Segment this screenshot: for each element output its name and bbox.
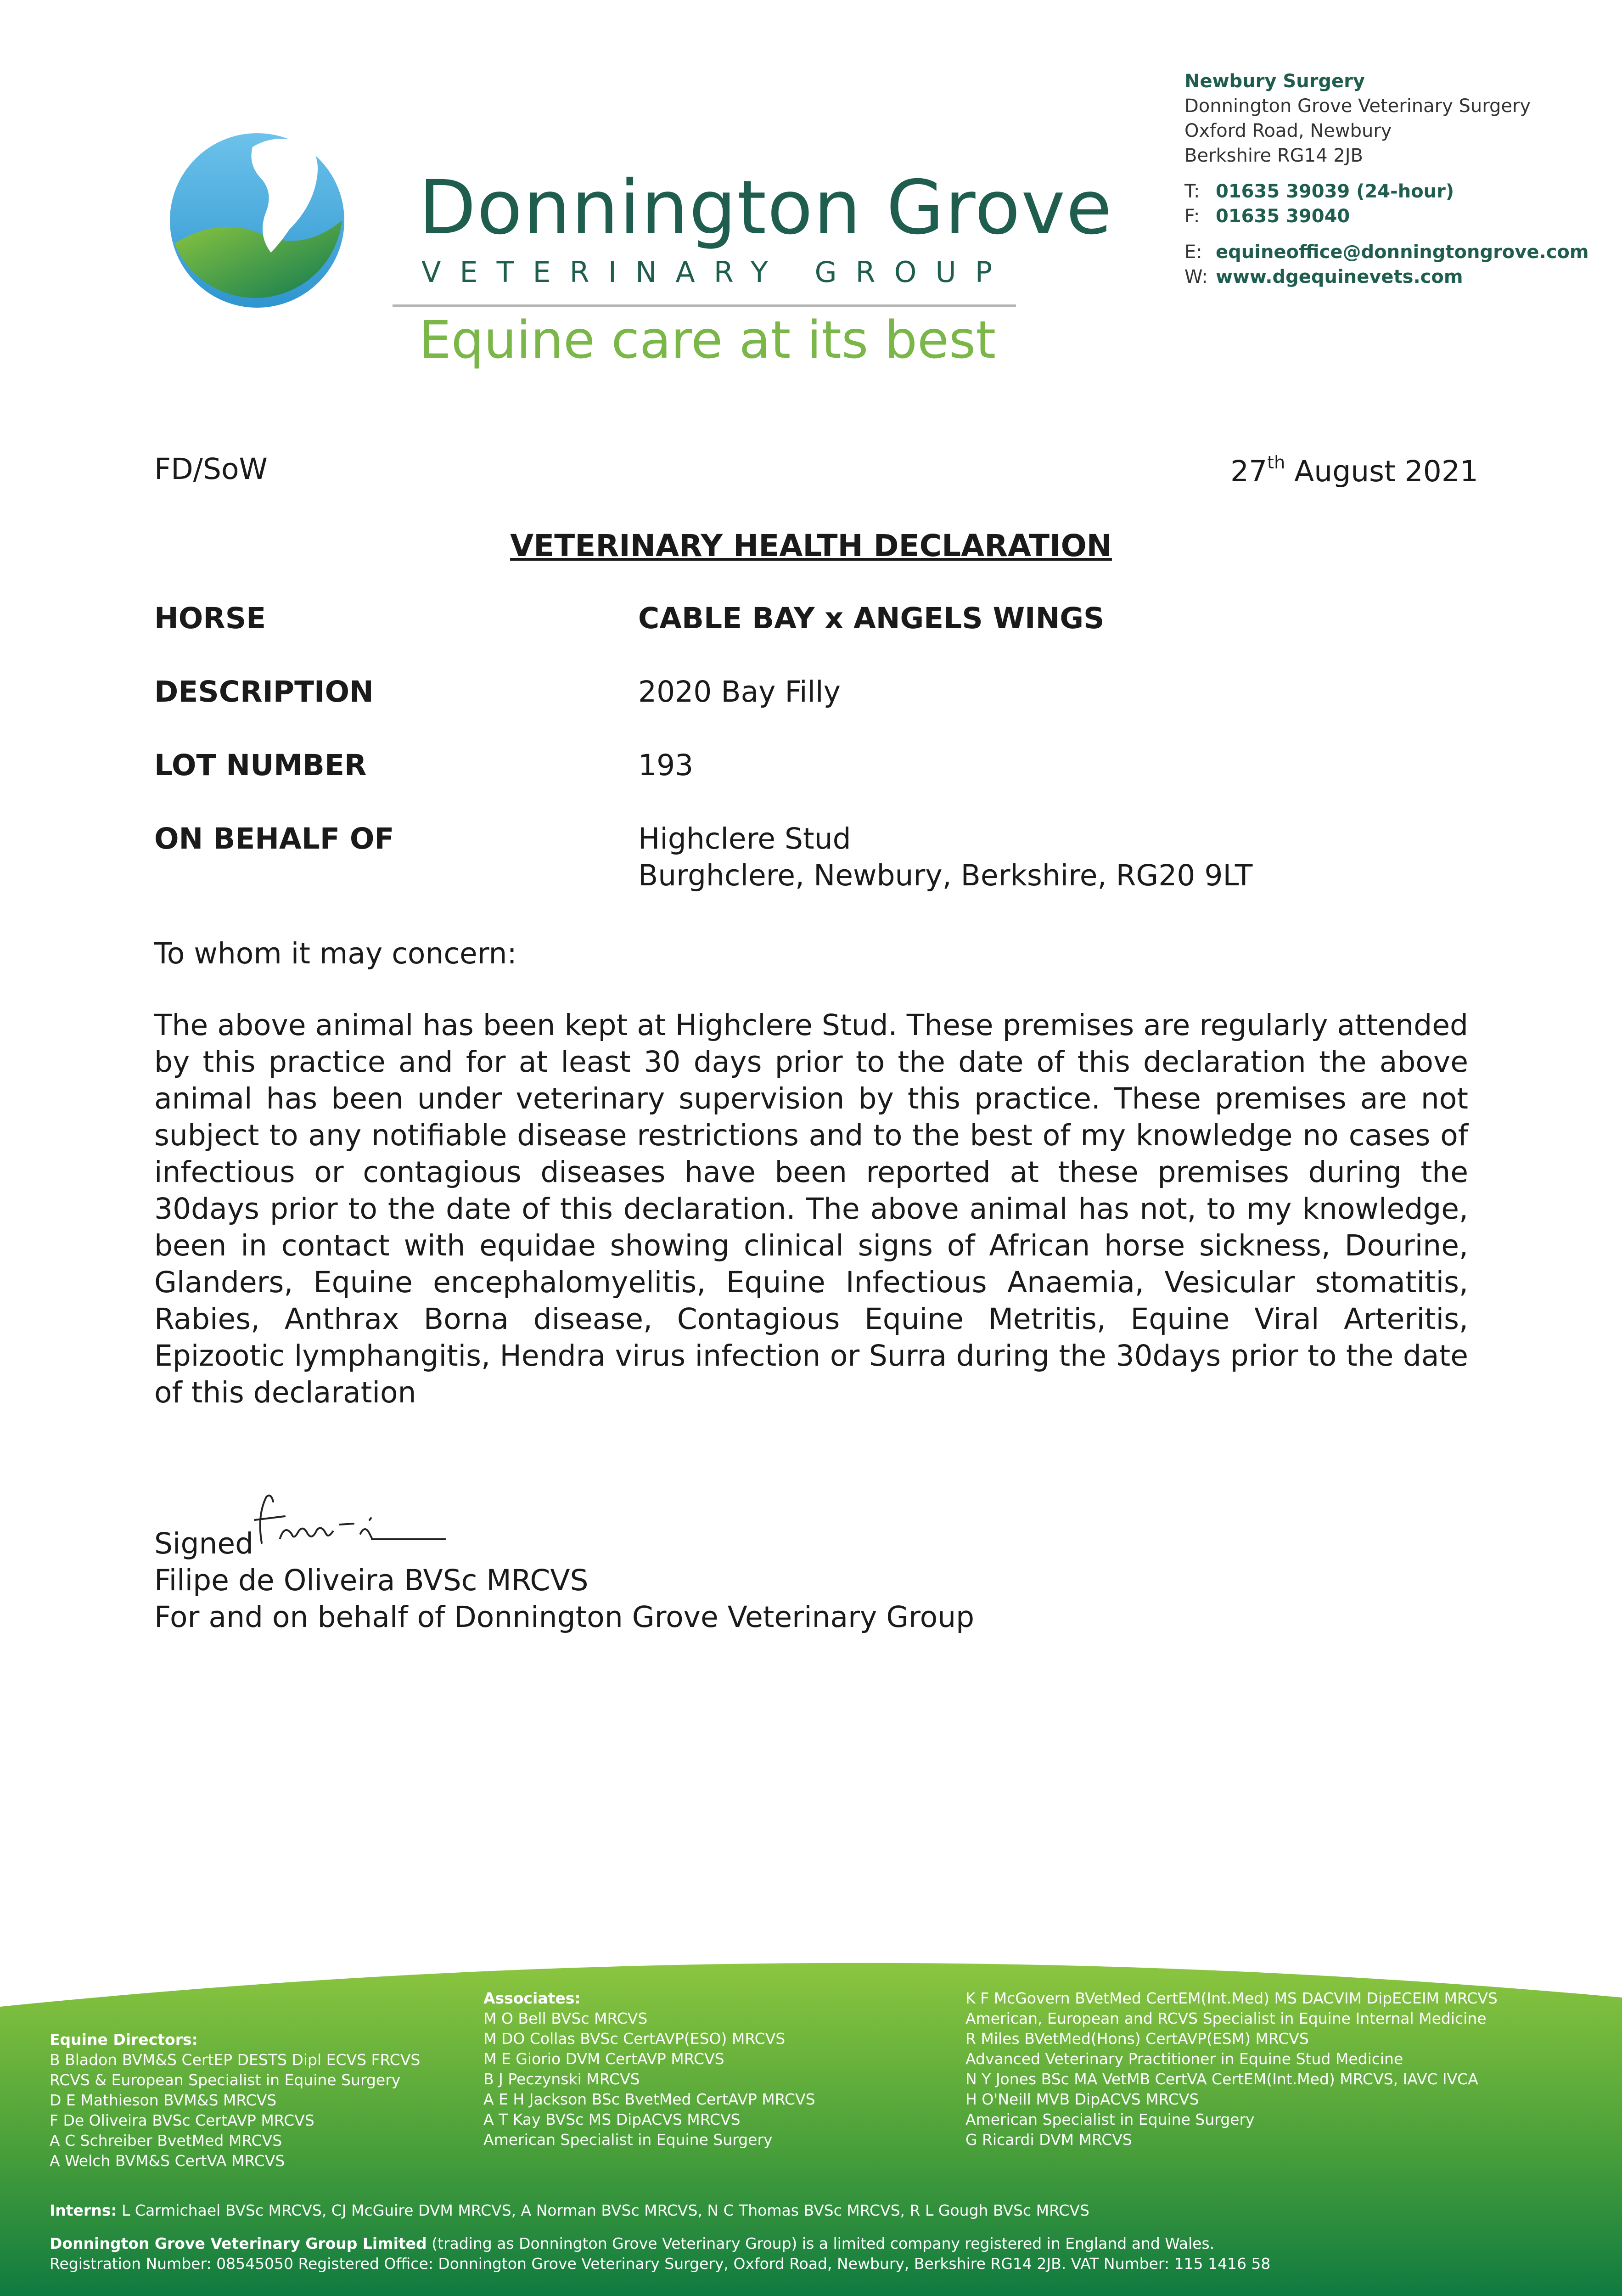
director-line: D E Mathieson BVM&S MRCVS xyxy=(50,2091,277,2109)
associate-line: A E H Jackson BSc BvetMed CertAVP MRCVS xyxy=(483,2090,815,2108)
associate-line: B J Peczynski MRCVS xyxy=(483,2070,640,2088)
brand-divider xyxy=(393,304,1016,307)
associate-line: American Specialist in Equine Surgery xyxy=(965,2110,1255,2128)
address-line1: Donnington Grove Veterinary Surgery xyxy=(1184,96,1531,117)
field-value-horse: CABLE BAY x ANGELS WINGS xyxy=(638,602,1105,635)
footer-directors xyxy=(50,2030,420,2171)
telephone-line: T: 01635 39039 (24-hour) xyxy=(1184,181,1454,202)
field-label-horse: HORSE xyxy=(154,602,266,635)
associate-line: A T Kay BVSc MS DipACVS MRCVS xyxy=(483,2110,741,2128)
footer-associates-continued xyxy=(965,1988,1498,2150)
associate-line: N Y Jones BSc MA VetMB CertVA CertEM(Int.Med) MRCVS, IAVC IVCA xyxy=(965,2070,1478,2088)
field-value-description: 2020 Bay Filly xyxy=(638,675,841,709)
associate-line: American Specialist in Equine Surgery xyxy=(483,2131,773,2149)
associate-line: M E Giorio DVM CertAVP MRCVS xyxy=(483,2050,724,2068)
footer-company: Donnington Grove Veterinary Group Limited (trading as Donnington Grove Veterinary Group) is a limited company registered in England and Wales. xyxy=(50,2234,1215,2252)
surgery-name: Newbury Surgery xyxy=(1184,71,1365,92)
field-label-description: DESCRIPTION xyxy=(154,675,374,709)
associate-line: R Miles BVetMed(Hons) CertAVP(ESM) MRCVS xyxy=(965,2030,1309,2048)
field-label-on-behalf-of: ON BEHALF OF xyxy=(154,822,394,855)
field-label-lot-number: LOT NUMBER xyxy=(154,748,367,782)
donnington-grove-logo xyxy=(165,129,349,312)
brand-name: Donnington Grove xyxy=(419,165,1113,251)
email-link[interactable]: equineoffice@donningtongrove.com xyxy=(1216,242,1589,263)
handwritten-signature xyxy=(248,1488,455,1557)
director-line: F De Oliveira BVSc CertAVP MRCVS xyxy=(50,2111,314,2129)
letter-date: 27th August 2021 xyxy=(1230,452,1479,488)
salutation: To whom it may concern: xyxy=(154,937,517,970)
directors-title: Equine Directors: xyxy=(50,2031,198,2048)
signer-organisation: For and on behalf of Donnington Grove Veterinary Group xyxy=(154,1600,975,1634)
associate-line: G Ricardi DVM MRCVS xyxy=(965,2131,1132,2149)
associate-line: American, European and RCVS Specialist in Equine Internal Medicine xyxy=(965,2009,1487,2027)
declaration-body: The above animal has been kept at Highclere Stud. These premises are regularly attended by this practice and for at least 30 days prior to the date of this declaration the above animal has been under veterinary supervision by this practice. These premises are not subject to any notifiable disease restrictions and to the best of my knowledge no cases of infectious or contagious diseases have been reported at these premises during the 30days prior to the date of this declaration. The above animal has not, to my knowledge, been in contact with equidae showing clinical signs of African horse sickness, Dourine, Glanders, Equine encephalomyelitis, Equine Infectious Anaemia, Vesicular stomatitis, Rabies, Anthrax Borna disease, Contagious Equine Metritis, Equine Viral Arteritis, Epizootic lymphangitis, Hendra virus infection or Surra during the 30days prior to the date of this declaration xyxy=(154,1008,1468,1409)
brand-subtitle: VETERINARY GROUP xyxy=(421,255,1011,289)
associate-line: H O'Neill MVB DipACVS MRCVS xyxy=(965,2090,1199,2108)
website-link[interactable]: www.dgequinevets.com xyxy=(1216,266,1463,287)
address-line3: Berkshire RG14 2JB xyxy=(1184,145,1363,166)
email-line: E: equineoffice@donningtongrove.com xyxy=(1184,242,1589,263)
document-title: VETERINARY HEALTH DECLARATION xyxy=(510,528,1112,563)
footer-interns: Interns: L Carmichael BVSc MRCVS, CJ McGuire DVM MRCVS, A Norman BVSc MRCVS, N C Thomas BVSc MRCVS, R L Gough BVSc MRCVS xyxy=(50,2201,1089,2219)
director-line: RCVS & European Specialist in Equine Surgery xyxy=(50,2071,401,2089)
footer-registration: Registration Number: 08545050 Registered Office: Donnington Grove Veterinary Surgery, Oxford Road, Newbury, Berkshire RG14 2JB. VAT Number: 115 1416 58 xyxy=(50,2255,1271,2273)
telephone-number: 01635 39039 (24-hour) xyxy=(1216,181,1454,202)
director-line: A Welch BVM&S CertVA MRCVS xyxy=(50,2152,285,2170)
field-value-on-behalf-of-address: Burghclere, Newbury, Berkshire, RG20 9LT xyxy=(638,859,1253,892)
address-line2: Oxford Road, Newbury xyxy=(1184,120,1392,141)
web-line: W: www.dgequinevets.com xyxy=(1184,266,1463,287)
associate-line: M O Bell BVSc MRCVS xyxy=(483,2009,648,2027)
signed-label: Signed xyxy=(154,1527,254,1560)
field-value-on-behalf-of: Highclere Stud xyxy=(638,822,851,855)
associates-title: Associates: xyxy=(483,1989,581,2007)
signer-name: Filipe de Oliveira BVSc MRCVS xyxy=(154,1564,589,1597)
contact-block xyxy=(1184,69,1598,289)
director-line: B Bladon BVM&S CertEP DESTS Dipl ECVS FRCVS xyxy=(50,2051,421,2069)
fax-number: 01635 39040 xyxy=(1216,206,1350,227)
associate-line: M DO Collas BVSc CertAVP(ESO) MRCVS xyxy=(483,2030,786,2048)
associate-line: K F McGovern BVetMed CertEM(Int.Med) MS DACVIM DipECEIM MRCVS xyxy=(965,1989,1498,2007)
letter-reference: FD/SoW xyxy=(154,452,268,486)
footer-associates xyxy=(483,1988,815,2150)
field-value-lot-number: 193 xyxy=(638,748,694,782)
director-line: A C Schreiber BvetMed MRCVS xyxy=(50,2132,282,2150)
fax-line: F: 01635 39040 xyxy=(1184,206,1350,227)
brand-tagline: Equine care at its best xyxy=(419,310,996,370)
associate-line: Advanced Veterinary Practitioner in Equine Stud Medicine xyxy=(965,2050,1403,2068)
